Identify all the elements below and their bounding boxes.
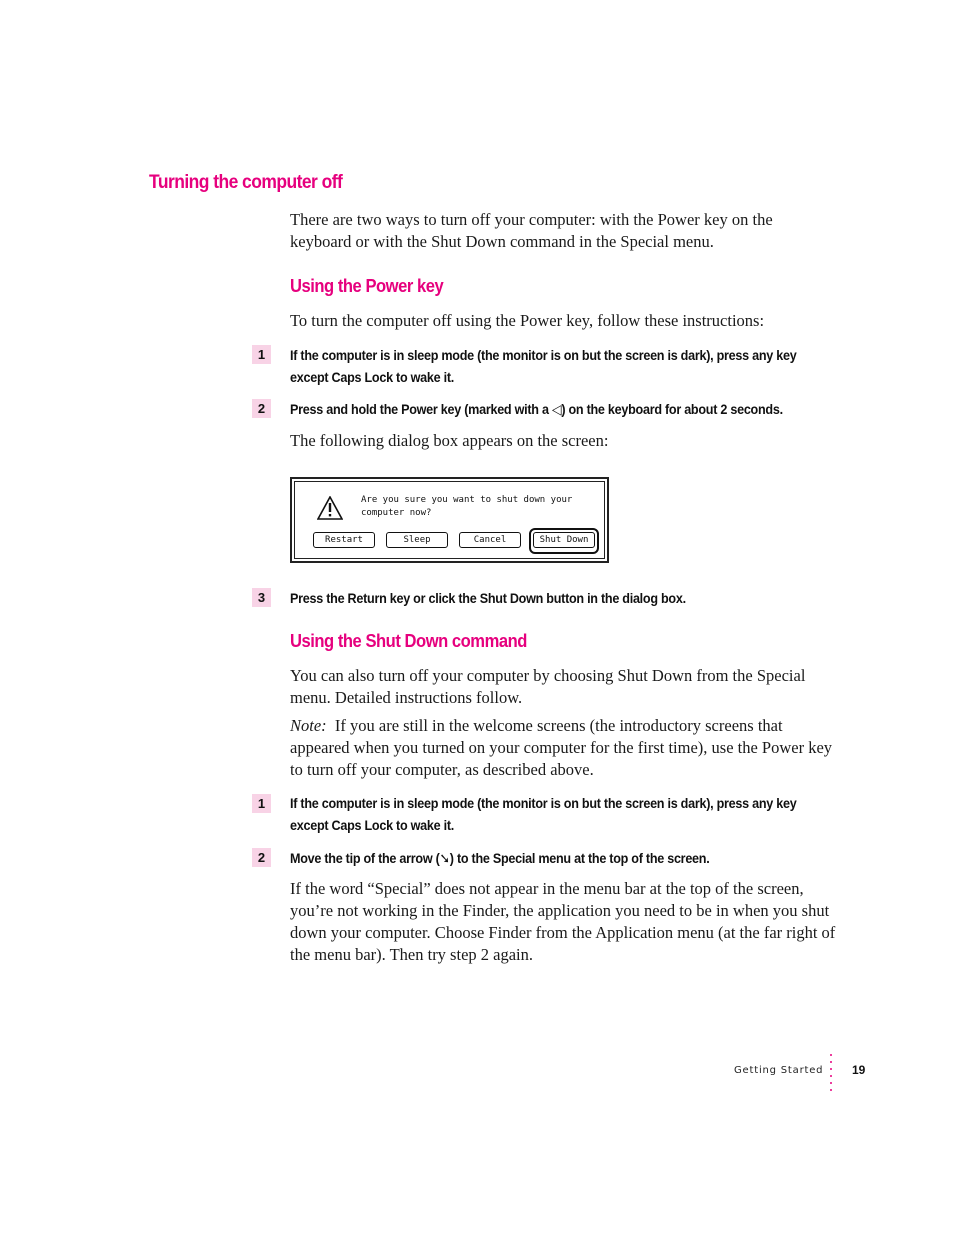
sleep-button[interactable]: Sleep <box>386 532 448 548</box>
intro-paragraph: There are two ways to turn off your computer: with the Power key on the keyboard or with the Shut Down command in the Special menu. <box>290 210 773 251</box>
note-paragraph <box>290 715 838 781</box>
step-text: Press and hold the Power key (marked with a ◁) on the keyboard for about 2 seconds. <box>290 401 783 417</box>
power-key-heading: Using the Power key <box>290 276 444 296</box>
step-text: Press the Return key or click the Shut Down button in the dialog box. <box>290 590 686 606</box>
step-text: If the computer is in sleep mode (the monitor is on but the screen is dark), press any key <box>290 347 797 363</box>
dialog-intro: The following dialog box appears on the screen: <box>290 431 609 450</box>
shutdown-command-heading: Using the Shut Down command <box>290 631 527 651</box>
cancel-button[interactable]: Cancel <box>459 532 521 548</box>
step-text-continued: except Caps Lock to wake it. <box>290 817 455 833</box>
step-text: Move the tip of the arrow (➘) to the Special menu at the top of the screen. <box>290 850 710 866</box>
note-label: Note: <box>290 716 327 735</box>
footer-dot-leader <box>829 1054 835 1096</box>
note-text: If you are still in the welcome screens (the introductory screens that appeared when you turned on your computer for the first time), use the Power key to turn off your computer, as described above. <box>290 716 833 779</box>
power-key-intro: To turn the computer off using the Power key, follow these instructions: <box>290 311 765 330</box>
step-number: 1 <box>252 345 271 364</box>
restart-button[interactable]: Restart <box>313 532 375 548</box>
step-text-continued: except Caps Lock to wake it. <box>290 369 455 385</box>
page-title: Turning the computer off <box>149 172 343 193</box>
caution-icon <box>317 496 343 520</box>
step-number: 2 <box>252 399 271 418</box>
shut-down-button[interactable]: Shut Down <box>533 532 595 548</box>
shutdown-dialog <box>290 477 609 563</box>
dialog-frame <box>294 481 605 559</box>
page-number: 19 <box>852 1063 866 1077</box>
shutdown-command-intro: You can also turn off your computer by choosing Shut Down from the Special menu. Detailed instructions follow. <box>290 666 806 707</box>
dialog-message: Are you sure you want to shut down your computer now? <box>361 495 573 518</box>
step-number: 3 <box>252 588 271 607</box>
closing-paragraph: If the word “Special” does not appear in the menu bar at the top of the screen, you’re not working in the Finder, the application you need to be in when you shut down your computer. Choose Finder from the Application menu (at the far right of the menu bar). Then try step 2 again. <box>290 879 836 964</box>
step-number: 2 <box>252 848 271 867</box>
step-number: 1 <box>252 794 271 813</box>
footer-section-title: Getting Started <box>734 1065 824 1076</box>
step-text: If the computer is in sleep mode (the monitor is on but the screen is dark), press any key <box>290 795 797 811</box>
